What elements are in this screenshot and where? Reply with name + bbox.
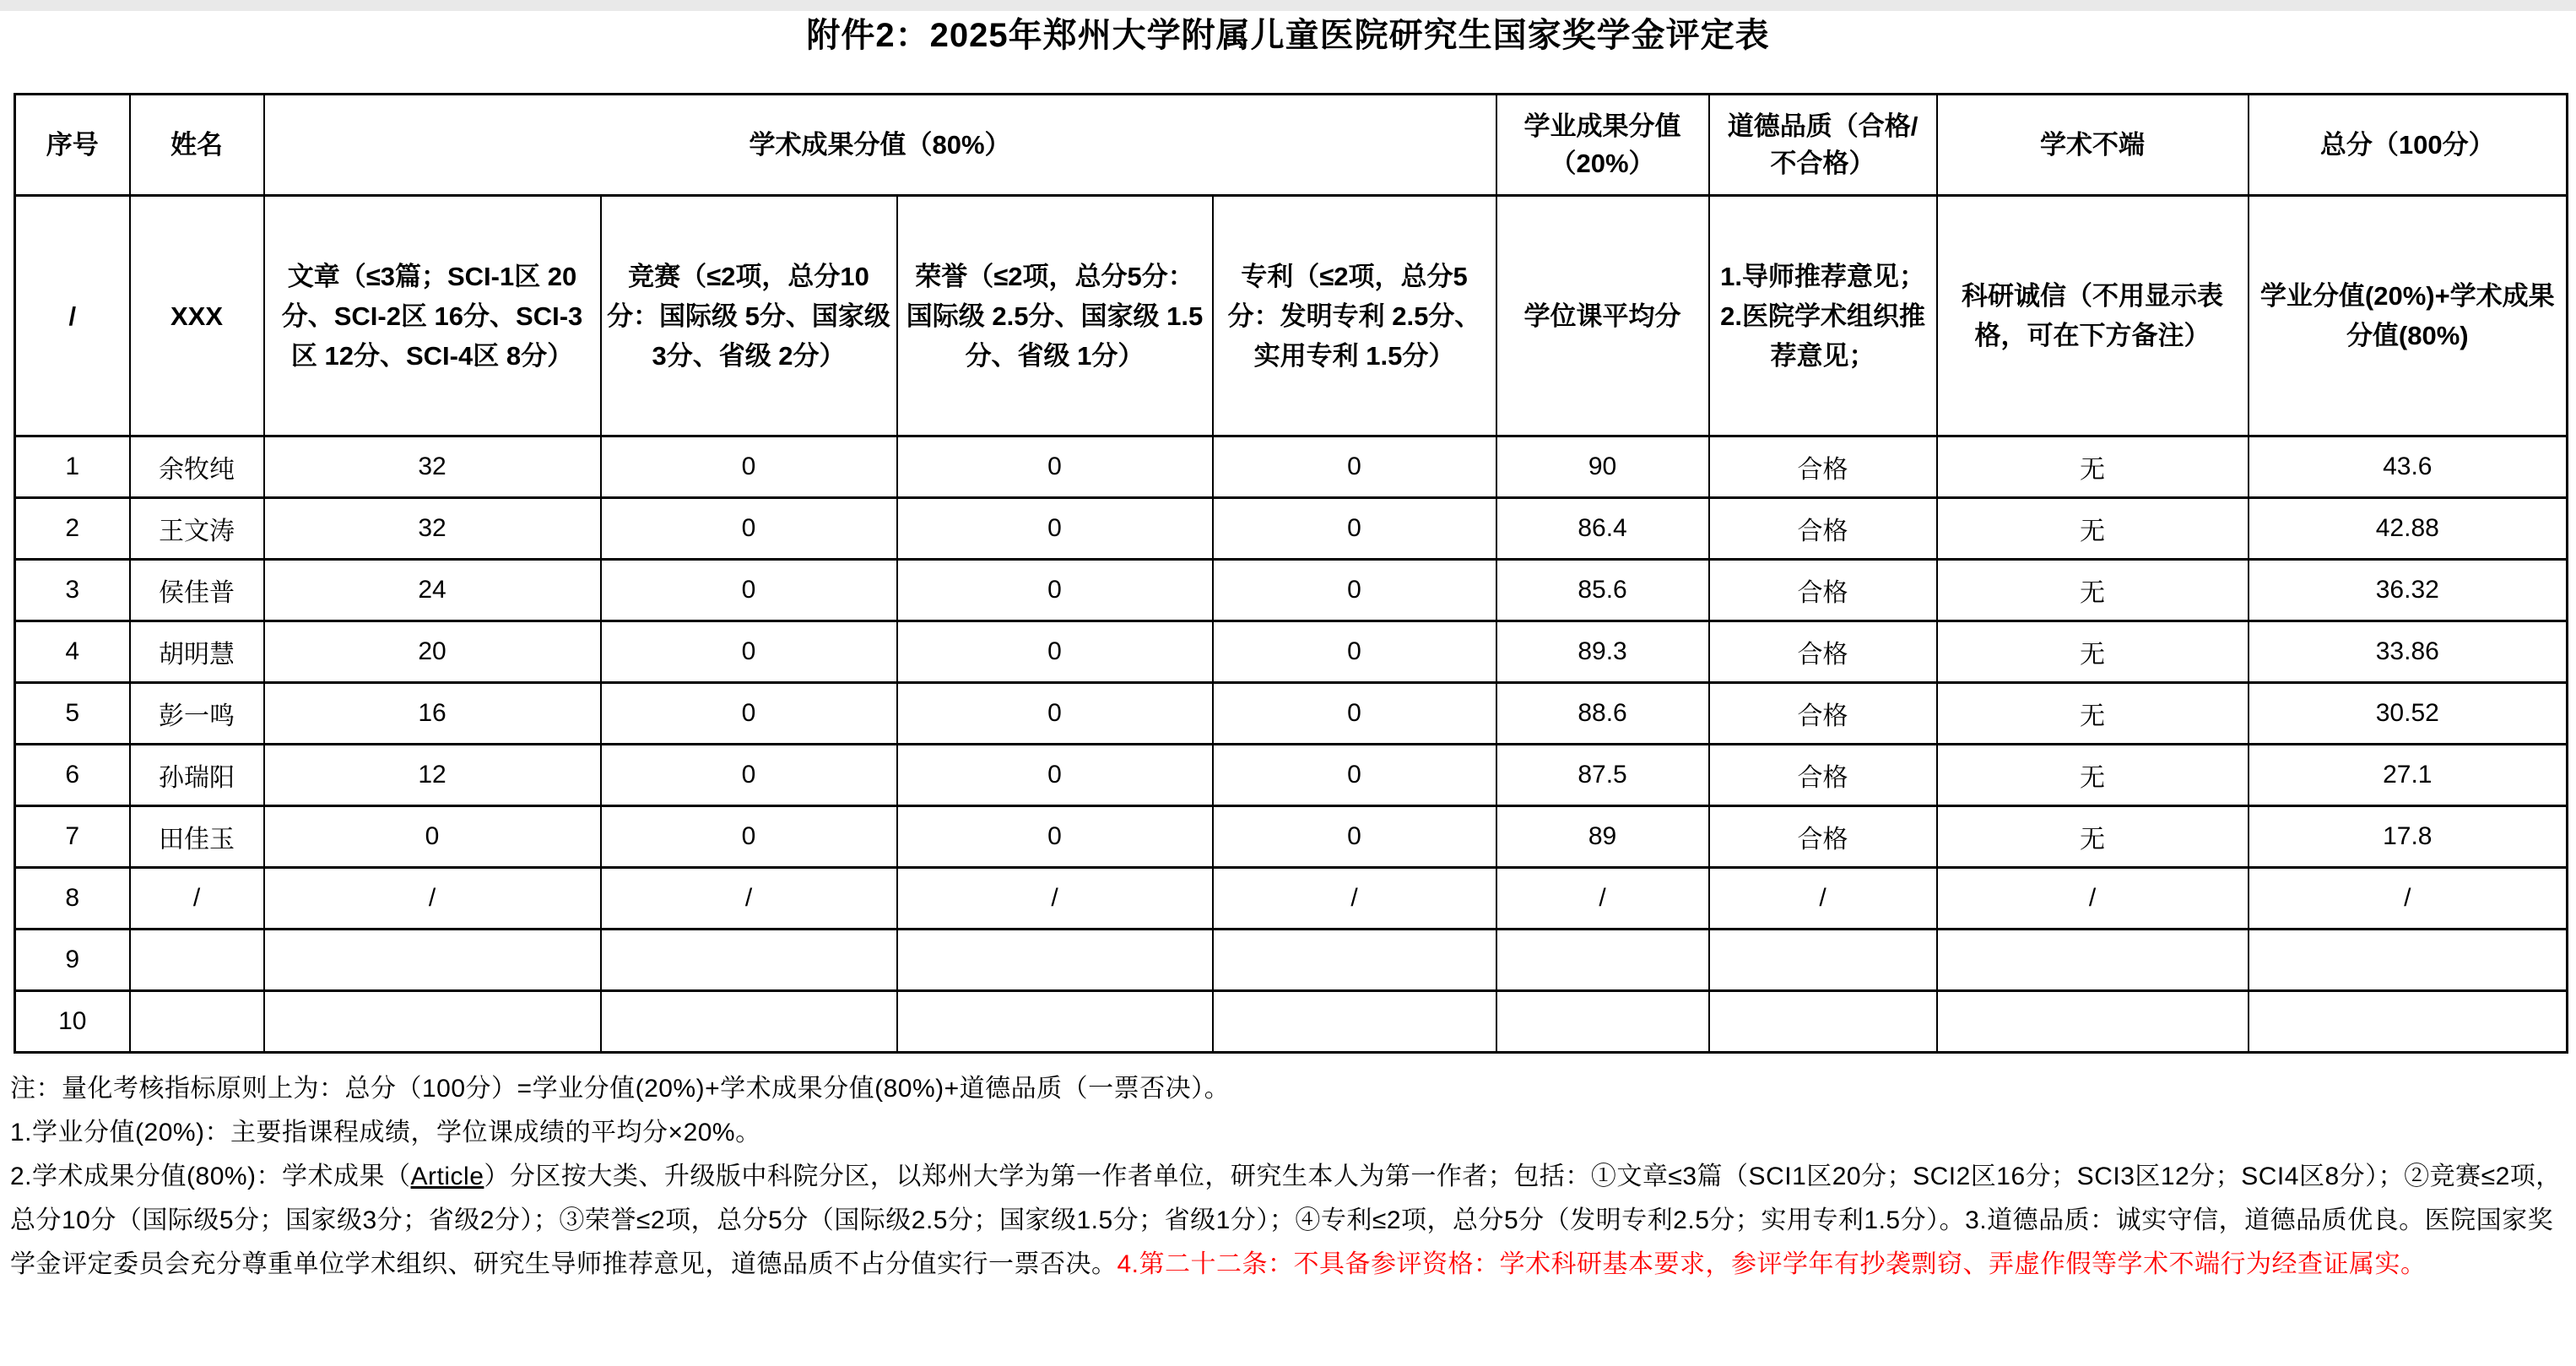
header-coursework-score[interactable]: 学业成果分值（20%） <box>1496 95 1709 196</box>
note-line-2: 1.学业分值(20%)：主要指课程成绩，学位课成绩的平均分×20%。 <box>10 1119 761 1146</box>
cell-total[interactable]: 27.1 <box>2249 745 2568 806</box>
note3-text-after-article: ）分区按大类、升级版中科院分区，以郑州大学为第一作者单位，研究生本人为第一作者；包括：①文章≤3篇（SCI1区20分；SCI2区16分；SCI3区12分；SCI4区8分）；②竞赛≤2项，总分10分（国际级5分；国家级3分；省级2分）；③荣誉≤2项，总分5分（国际级2.5分；国家级1.5分；省级1分）；④专利≤2项，总分5分（发明专利2.5分；实用专利1.5分）。3.道德品质：诚实守信，道德品质优良。医院国家奖学金评定委员会充分尊重单位学术组织、研究生导师推荐意见，道德品质不占分值实行一票否决。 <box>10 1163 2562 1278</box>
cell-total[interactable]: 33.86 <box>2249 621 2568 683</box>
cell-moral[interactable] <box>1709 930 1937 991</box>
cell-competition[interactable]: 0 <box>601 683 897 745</box>
cell-article[interactable]: 32 <box>264 498 601 560</box>
cell-name[interactable]: 余牧纯 <box>130 436 264 498</box>
cell-misconduct[interactable]: 无 <box>1937 621 2249 683</box>
cell-no[interactable]: 10 <box>15 991 130 1053</box>
cell-no[interactable]: 5 <box>15 683 130 745</box>
window-top-strip <box>0 0 2576 11</box>
cell-article[interactable]: 12 <box>264 745 601 806</box>
subheader-gpa[interactable]: 学位课平均分 <box>1496 196 1709 436</box>
table-row <box>15 683 2568 745</box>
cell-competition[interactable] <box>601 991 897 1053</box>
cell-article[interactable] <box>264 991 601 1053</box>
cell-honor[interactable]: 0 <box>897 436 1213 498</box>
cell-gpa[interactable]: 90 <box>1496 436 1709 498</box>
table-row <box>15 436 2568 498</box>
cell-gpa[interactable]: 87.5 <box>1496 745 1709 806</box>
cell-no[interactable]: 9 <box>15 930 130 991</box>
cell-total[interactable]: 42.88 <box>2249 498 2568 560</box>
cell-moral[interactable]: 合格 <box>1709 683 1937 745</box>
cell-misconduct[interactable] <box>1937 930 2249 991</box>
header-moral-quality[interactable]: 道德品质（合格/不合格） <box>1709 95 1937 196</box>
cell-gpa[interactable]: 88.6 <box>1496 683 1709 745</box>
cell-total[interactable]: 17.8 <box>2249 806 2568 868</box>
cell-honor[interactable]: 0 <box>897 621 1213 683</box>
cell-total[interactable]: / <box>2249 868 2568 930</box>
cell-moral[interactable]: 合格 <box>1709 436 1937 498</box>
cell-patent[interactable]: 0 <box>1213 621 1496 683</box>
cell-moral[interactable]: 合格 <box>1709 806 1937 868</box>
table-row <box>15 621 2568 683</box>
cell-name[interactable]: / <box>130 868 264 930</box>
cell-competition[interactable]: 0 <box>601 745 897 806</box>
cell-gpa[interactable]: 86.4 <box>1496 498 1709 560</box>
cell-gpa[interactable]: 85.6 <box>1496 560 1709 621</box>
cell-article[interactable]: 20 <box>264 621 601 683</box>
cell-competition[interactable] <box>601 930 897 991</box>
header-row-1 <box>15 95 2568 196</box>
subheader-honor-rule[interactable]: 荣誉（≤2项，总分5分：国际级 2.5分、国家级 1.5分、省级 1分） <box>897 196 1213 436</box>
table-row <box>15 745 2568 806</box>
cell-competition[interactable]: 0 <box>601 498 897 560</box>
subheader-total-formula[interactable]: 学业分值(20%)+学术成果分值(80%) <box>2249 196 2568 436</box>
cell-gpa[interactable]: 89 <box>1496 806 1709 868</box>
cell-misconduct[interactable]: 无 <box>1937 560 2249 621</box>
cell-no[interactable]: 1 <box>15 436 130 498</box>
cell-moral[interactable] <box>1709 991 1937 1053</box>
cell-moral[interactable]: 合格 <box>1709 498 1937 560</box>
cell-no[interactable]: 8 <box>15 868 130 930</box>
cell-gpa[interactable] <box>1496 930 1709 991</box>
header-total-score[interactable]: 总分（100分） <box>2249 95 2568 196</box>
cell-name[interactable]: 田佳玉 <box>130 806 264 868</box>
cell-total[interactable]: 30.52 <box>2249 683 2568 745</box>
cell-honor[interactable]: 0 <box>897 806 1213 868</box>
header-row-2 <box>15 196 2568 436</box>
cell-article[interactable]: / <box>264 868 601 930</box>
notes-section <box>10 1067 2568 1287</box>
subheader-name[interactable]: XXX <box>130 196 264 436</box>
cell-honor[interactable]: 0 <box>897 745 1213 806</box>
table-row <box>15 868 2568 930</box>
table-row <box>15 560 2568 621</box>
note-line-1: 注：量化考核指标原则上为：总分（100分）=学业分值(20%)+学术成果分值(80%)+道德品质（一票否决）。 <box>10 1075 1231 1103</box>
cell-total[interactable] <box>2249 930 2568 991</box>
cell-moral[interactable]: / <box>1709 868 1937 930</box>
cell-gpa[interactable]: / <box>1496 868 1709 930</box>
cell-patent[interactable]: 0 <box>1213 560 1496 621</box>
subheader-recommendation[interactable]: 1.导师推荐意见；2.医院学术组织推荐意见； <box>1709 196 1937 436</box>
cell-honor[interactable]: 0 <box>897 560 1213 621</box>
cell-competition[interactable]: 0 <box>601 560 897 621</box>
cell-name[interactable] <box>130 991 264 1053</box>
table-row <box>15 498 2568 560</box>
cell-patent[interactable] <box>1213 930 1496 991</box>
cell-name[interactable]: 彭一鸣 <box>130 683 264 745</box>
cell-no[interactable]: 4 <box>15 621 130 683</box>
cell-moral[interactable]: 合格 <box>1709 560 1937 621</box>
cell-name[interactable] <box>130 930 264 991</box>
cell-honor[interactable]: 0 <box>897 498 1213 560</box>
subheader-competition-rule[interactable]: 竞赛（≤2项，总分10分：国际级 5分、国家级 3分、省级 2分） <box>601 196 897 436</box>
subheader-patent-rule[interactable]: 专利（≤2项，总分5分：发明专利 2.5分、实用专利 1.5分） <box>1213 196 1496 436</box>
note3-text-before-article: 2.学术成果分值(80%)：学术成果（ <box>10 1163 411 1190</box>
header-misconduct[interactable]: 学术不端 <box>1937 95 2249 196</box>
cell-honor[interactable]: 0 <box>897 683 1213 745</box>
cell-moral[interactable]: 合格 <box>1709 621 1937 683</box>
cell-honor[interactable]: / <box>897 868 1213 930</box>
cell-name[interactable]: 王文涛 <box>130 498 264 560</box>
cell-gpa[interactable] <box>1496 991 1709 1053</box>
header-no[interactable]: 序号 <box>15 95 130 196</box>
cell-moral[interactable]: 合格 <box>1709 745 1937 806</box>
cell-patent[interactable]: 0 <box>1213 683 1496 745</box>
cell-name[interactable]: 胡明慧 <box>130 621 264 683</box>
note3-article-underlined: Article <box>410 1163 484 1190</box>
cell-gpa[interactable]: 89.3 <box>1496 621 1709 683</box>
cell-no[interactable]: 2 <box>15 498 130 560</box>
cell-name[interactable]: 孙瑞阳 <box>130 745 264 806</box>
cell-misconduct[interactable]: 无 <box>1937 498 2249 560</box>
cell-patent[interactable]: 0 <box>1213 745 1496 806</box>
cell-patent[interactable]: 0 <box>1213 498 1496 560</box>
table-row <box>15 806 2568 868</box>
cell-misconduct[interactable]: / <box>1937 868 2249 930</box>
cell-competition[interactable]: 0 <box>601 621 897 683</box>
cell-competition[interactable]: / <box>601 868 897 930</box>
page-title: 附件2：2025年郑州大学附属儿童医院研究生国家奖学金评定表 <box>806 17 1770 54</box>
table-row <box>15 991 2568 1053</box>
cell-article[interactable]: 16 <box>264 683 601 745</box>
cell-misconduct[interactable]: 无 <box>1937 683 2249 745</box>
header-name[interactable]: 姓名 <box>130 95 264 196</box>
cell-article[interactable]: 32 <box>264 436 601 498</box>
cell-misconduct[interactable]: 无 <box>1937 745 2249 806</box>
cell-patent[interactable] <box>1213 991 1496 1053</box>
cell-patent[interactable]: / <box>1213 868 1496 930</box>
cell-total[interactable] <box>2249 991 2568 1053</box>
cell-patent[interactable]: 0 <box>1213 806 1496 868</box>
cell-patent[interactable]: 0 <box>1213 436 1496 498</box>
cell-competition[interactable]: 0 <box>601 806 897 868</box>
subheader-no[interactable]: / <box>15 196 130 436</box>
cell-no[interactable]: 3 <box>15 560 130 621</box>
cell-misconduct[interactable]: 无 <box>1937 806 2249 868</box>
cell-honor[interactable] <box>897 991 1213 1053</box>
subheader-integrity[interactable]: 科研诚信（不用显示表格，可在下方备注） <box>1937 196 2249 436</box>
header-academic-score[interactable]: 学术成果分值（80%） <box>264 95 1496 196</box>
scholarship-evaluation-table <box>14 93 2568 1054</box>
cell-no[interactable]: 6 <box>15 745 130 806</box>
cell-name[interactable]: 侯佳普 <box>130 560 264 621</box>
note3-red-warning: 4.第二十二条：不具备参评资格：学术科研基本要求，参评学年有抄袭剽窃、弄虚作假等学术不端行为经查证属实。 <box>1117 1250 2427 1278</box>
cell-honor[interactable] <box>897 930 1213 991</box>
cell-total[interactable]: 36.32 <box>2249 560 2568 621</box>
table-row <box>15 930 2568 991</box>
cell-article[interactable] <box>264 930 601 991</box>
cell-competition[interactable]: 0 <box>601 436 897 498</box>
cell-no[interactable]: 7 <box>15 806 130 868</box>
cell-article[interactable]: 0 <box>264 806 601 868</box>
table-header <box>15 95 2568 436</box>
subheader-article-rule[interactable]: 文章（≤3篇；SCI-1区 20分、SCI-2区 16分、SCI-3区 12分、SCI-4区 8分） <box>264 196 601 436</box>
cell-misconduct[interactable]: 无 <box>1937 436 2249 498</box>
cell-total[interactable]: 43.6 <box>2249 436 2568 498</box>
cell-article[interactable]: 24 <box>264 560 601 621</box>
cell-misconduct[interactable] <box>1937 991 2249 1053</box>
note-paragraph-3 <box>10 1155 2568 1287</box>
table-body <box>15 436 2568 1053</box>
